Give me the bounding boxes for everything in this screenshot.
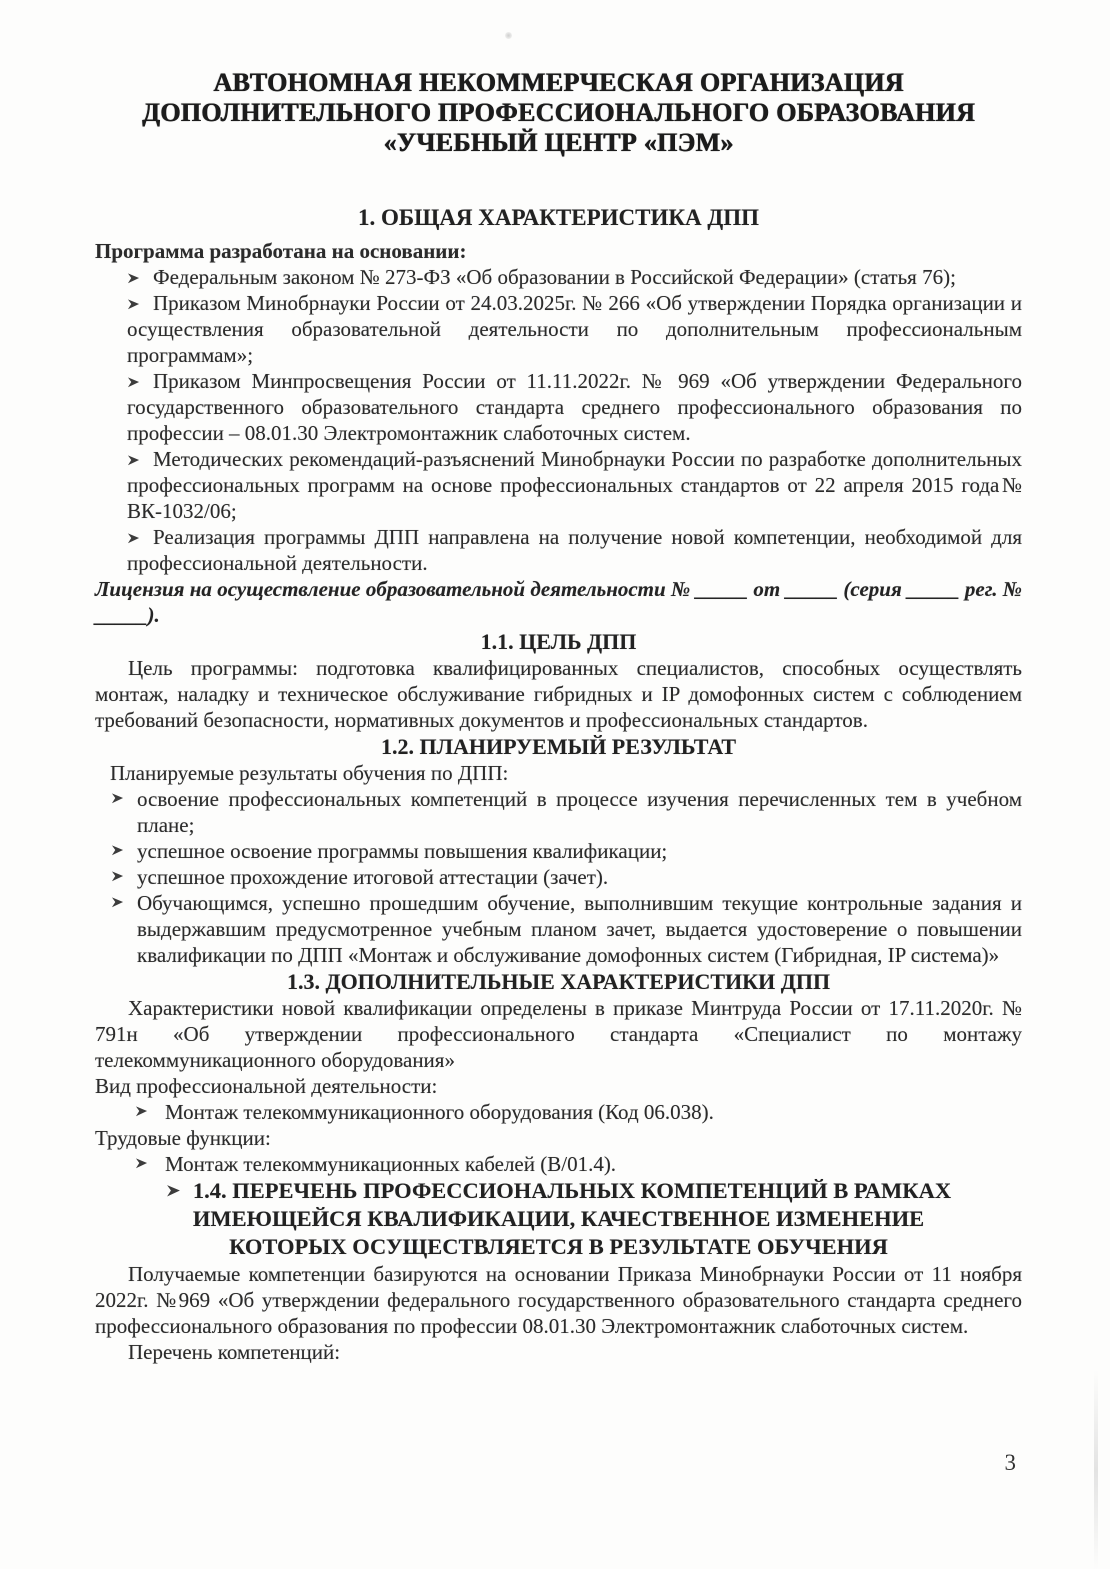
section-1-2-list — [95, 786, 1022, 968]
org-name-line-1: АВТОНОМНАЯ НЕКОММЕРЧЕСКАЯ ОРГАНИЗАЦИЯ — [213, 68, 904, 97]
org-header — [95, 68, 1022, 158]
section-1-1-title: 1.1. ЦЕЛЬ ДПП — [480, 629, 637, 654]
section-1-4-paragraph: Получаемые компетенции базируются на основании Приказа Минобрнауки России от 11 ноября 2022г. №969 «Об утверждении федерального государственного образовательного стандарта среднего профессионального образования по профессии 08.01.30 Электромонтажник слаботочных систем. — [95, 1262, 1022, 1338]
list-item — [111, 838, 1022, 864]
arrow-bullet-icon — [166, 1178, 181, 1203]
activity-type-label: Вид профессиональной деятельности: — [95, 1074, 438, 1098]
arrow-bullet-icon — [127, 291, 140, 315]
scan-artifact-dot — [505, 32, 512, 39]
arrow-bullet-icon — [127, 369, 140, 393]
list-item — [127, 264, 1022, 290]
list-item — [135, 1099, 1022, 1125]
list-item — [127, 290, 1022, 368]
section-1-intro: Программа разработана на основании: — [95, 239, 467, 263]
list-item — [127, 446, 1022, 524]
section-1-3-paragraph: Характеристики новой квалификации определены в приказе Минтруда России от 17.11.2020г. № 791н «Об утверждении профессионального стандарта «Специалист по монтажу телекоммуникационного оборудования» — [95, 996, 1022, 1072]
org-name-line-3: «УЧЕБНЫЙ ЦЕНТР «ПЭМ» — [383, 128, 734, 157]
list-item-text: освоение профессиональных компетенций в процессе изучения перечисленных тем в учебном плане; — [137, 787, 1022, 837]
arrow-bullet-icon — [111, 786, 137, 838]
section-1-3-title: 1.3. ДОПОЛНИТЕЛЬНЫЕ ХАРАКТЕРИСТИКИ ДПП — [286, 969, 831, 994]
arrow-bullet-icon — [127, 265, 140, 289]
list-item-text: Монтаж телекоммуникационного оборудования (Код 06.038). — [165, 1100, 714, 1124]
arrow-bullet-icon — [111, 890, 137, 968]
section-1-2-title: 1.2. ПЛАНИРУЕМЫЙ РЕЗУЛЬТАТ — [381, 734, 736, 759]
section-1-1-paragraph: Цель программы: подготовка квалифицированных специалистов, способных осуществлять монтаж, наладку и техническое обслуживание гибридных и IP домофонных систем с соблюдением требований безопасности, нормативных документов и профессиональных стандартов. — [95, 656, 1022, 732]
section-1-list — [95, 264, 1022, 576]
license-line: Лицензия на осуществление образовательной деятельности № _____ от _____ (серия _____ рег. № _____). — [95, 577, 1022, 627]
competencies-list-label: Перечень компетенций: — [128, 1340, 341, 1364]
arrow-bullet-icon — [135, 1151, 165, 1177]
list-item-text: Приказом Минобрнауки России от 24.03.2025г. № 266 «Об утверждении Порядка организации и осуществления образовательной деятельности по дополнительным профессиональным программам»; — [127, 291, 1022, 367]
list-item — [111, 864, 1022, 890]
list-item-text: успешное освоение программы повышения квалификации; — [137, 839, 668, 863]
section-1-4-title-text: 1.4. ПЕРЕЧЕНЬ ПРОФЕССИОНАЛЬНЫХ КОМПЕТЕНЦИЙ В РАМКАХ ИМЕЮЩЕЙСЯ КВАЛИФИКАЦИИ, КАЧЕСТВЕННОЕ ИЗМЕНЕНИЕ КОТОРЫХ ОСУЩЕСТВЛЯЕТСЯ В РЕЗУЛЬТАТЕ ОБУЧЕНИЯ — [192, 1178, 952, 1259]
list-item-text: Методических рекомендаций-разъяснений Минобрнауки России по разработке дополнительных профессиональных программ на основе профессиональных стандартов от 22 апреля 2015 года№ ВК-1032/06; — [127, 447, 1022, 523]
scan-artifact-edge — [1094, 1370, 1098, 1569]
arrow-bullet-icon — [127, 447, 140, 471]
list-item-text: Реализация программы ДПП направлена на получение новой компетенции, необходимой для профессиональной деятельности. — [127, 525, 1022, 575]
arrow-bullet-icon — [111, 864, 137, 890]
page-number: 3 — [1004, 1450, 1016, 1475]
list-item — [127, 368, 1022, 446]
org-name-line-2: ДОПОЛНИТЕЛЬНОГО ПРОФЕССИОНАЛЬНОГО ОБРАЗОВАНИЯ — [141, 98, 976, 127]
section-1-4-title — [95, 1177, 1022, 1261]
list-item-text: успешное прохождение итоговой аттестации (зачет). — [137, 865, 609, 889]
list-item — [135, 1151, 1022, 1177]
list-item-text: Приказом Минпросвещения России от 11.11.2022г. № 969 «Об утверждении Федерального государственного образовательного стандарта среднего профессионального образования по профессии – 08.01.30 Электромонтажник слаботочных систем. — [127, 369, 1022, 445]
arrow-bullet-icon — [111, 838, 137, 864]
section-1-title: 1. ОБЩАЯ ХАРАКТЕРИСТИКА ДПП — [357, 205, 760, 230]
arrow-bullet-icon — [135, 1099, 165, 1125]
section-1-2-intro: Планируемые результаты обучения по ДПП: — [110, 761, 509, 785]
list-item-text: Обучающимся, успешно прошедшим обучение, выполнившим текущие контрольные задания и выдержавшим предусмотренное учебным планом зачет, выдается удостоверение о повышении квалификации по ДПП «Монтаж и обслуживание домофонных систем (Гибридная, IP система)» — [137, 891, 1022, 967]
arrow-bullet-icon — [127, 525, 140, 549]
list-item — [111, 786, 1022, 838]
list-item-text: Монтаж телекоммуникационных кабелей (В/01.4). — [165, 1152, 617, 1176]
list-item — [111, 890, 1022, 968]
list-item-text: Федеральным законом № 273-ФЗ «Об образовании в Российской Федерации» (статья 76); — [153, 265, 956, 289]
list-item — [127, 524, 1022, 576]
labor-functions-label: Трудовые функции: — [95, 1126, 271, 1150]
